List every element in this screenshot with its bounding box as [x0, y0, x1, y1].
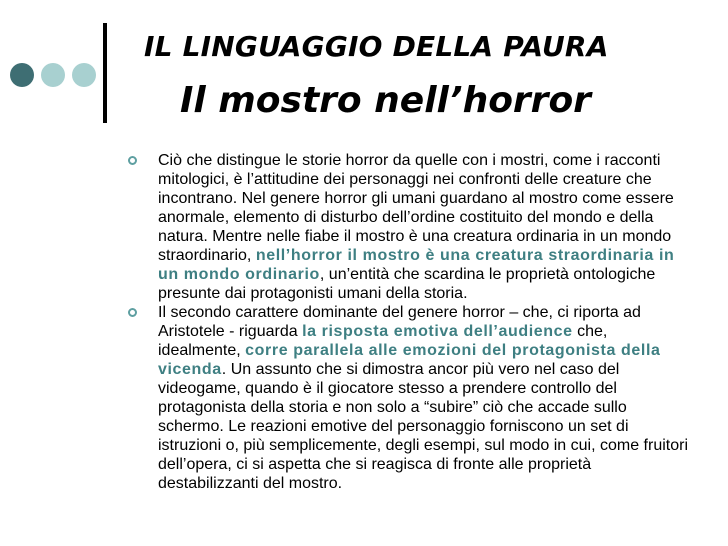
light-circle-icon [72, 63, 96, 87]
slide-subtitle: Il mostro nell’horror [180, 80, 591, 121]
title-divider-line [103, 23, 107, 123]
bullet-text: Il secondo carattere dominante del genere horror – che, ci riporta ad Aristotele - riguarda [158, 304, 641, 340]
highlighted-text: nell’horror il mostro è una creatura straordinaria in un mondo ordinario [158, 247, 675, 283]
bullet-circle-icon [128, 156, 137, 165]
highlighted-text: corre parallela alle emozioni del protagonista della vicenda [158, 342, 661, 378]
dark-circle-icon [10, 63, 34, 87]
bullet-text: , un’entità che scardina le proprietà ontologiche presunte dai protagonisti umani della storia. [158, 266, 656, 302]
bullet-text: Ciò che distingue le storie horror da quelle con i mostri, come i racconti mitologici, è l’attitudine dei personaggi nei confronti delle creature che incontrano. Nel genere horror gli umani guardano al mostro come essere anormale, elemento di disturbo dell’ordine costituito del mondo e della natura. Mentre nelle fiabe il mostro è una creatura ordinaria in un mondo straordinario, [158, 152, 674, 264]
bullet-list [128, 151, 688, 493]
bullet-text: . Un assunto che si dimostra ancor più vero nel caso del videogame, quando è il giocatore stesso a prendere controllo del protagonista della storia e non solo a “subire” ciò che accade sullo schermo. Le reazioni emotive del personaggio forniscono un set di istruzioni o, più semplicemente, degli esempi, sul modo in cui, come fruitori dell’opera, ci si aspetta che si reagisca di fronte alle proprietà destabilizzanti del mostro. [158, 361, 689, 492]
bullet-item [128, 151, 688, 303]
slide-title: IL LINGUAGGIO DELLA PAURA [144, 30, 609, 63]
bullet-text: che, idealmente, [158, 323, 608, 359]
decorative-dots [10, 63, 98, 87]
highlighted-text: la risposta emotiva dell’audience [302, 323, 573, 340]
light-circle-icon [41, 63, 65, 87]
bullet-item [128, 303, 688, 493]
bullet-circle-icon [128, 308, 137, 317]
